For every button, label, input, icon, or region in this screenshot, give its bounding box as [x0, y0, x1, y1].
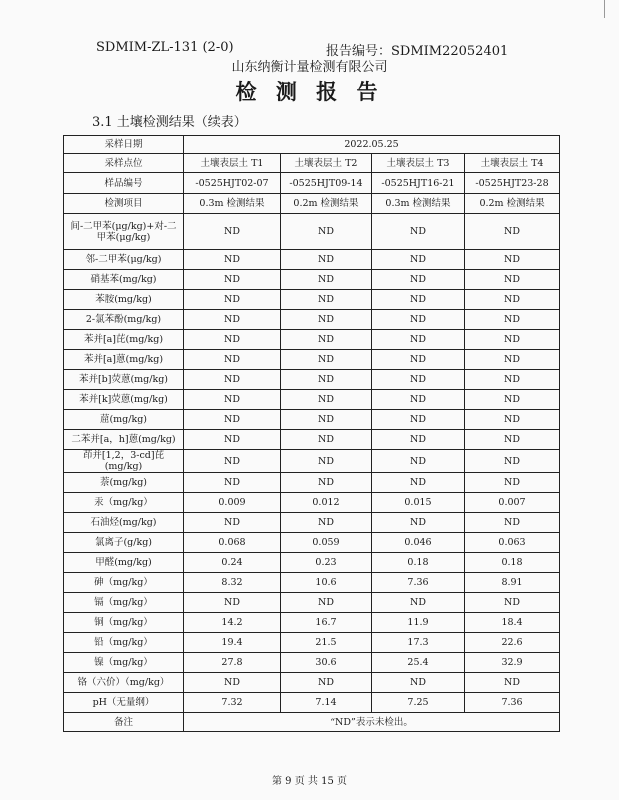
result-cell: ND — [465, 450, 560, 473]
point-cell: 土壤表层土 T3 — [372, 154, 465, 173]
result-cell: ND — [372, 513, 465, 533]
result-cell: 0.015 — [372, 493, 465, 513]
result-cell: ND — [281, 370, 372, 390]
result-cell: 0.24 — [184, 553, 281, 573]
analyte-name: 硝基苯(mg/kg) — [64, 270, 184, 290]
result-cell: 0.068 — [184, 533, 281, 553]
page-edge-mark — [604, 0, 605, 18]
result-cell: ND — [281, 410, 372, 430]
analyte-name: 苯并[b]荧蒽(mg/kg) — [64, 370, 184, 390]
result-cell: ND — [372, 673, 465, 693]
analyte-name: pH（无量纲） — [64, 693, 184, 713]
result-cell: 0.012 — [281, 493, 372, 513]
table-row — [64, 653, 560, 673]
point-cell: 土壤表层土 T4 — [465, 154, 560, 173]
table-row — [64, 410, 560, 430]
result-cell: ND — [372, 473, 465, 493]
result-cell: ND — [465, 673, 560, 693]
result-cell: ND — [184, 513, 281, 533]
page-footer: 第 9 页 共 15 页 — [272, 776, 347, 787]
item-cell: 0.3m 检测结果 — [184, 194, 281, 214]
result-cell: 17.3 — [372, 633, 465, 653]
result-cell: ND — [281, 673, 372, 693]
table-row — [64, 513, 560, 533]
document-code: SDMIM-ZL-131 (2-0) — [96, 40, 234, 55]
result-cell: ND — [184, 330, 281, 350]
table-row — [64, 573, 560, 593]
result-cell: 18.4 — [465, 613, 560, 633]
result-cell: ND — [281, 593, 372, 613]
table-row — [64, 250, 560, 270]
report-number: 报告编号：SDMIM22052401 — [326, 44, 509, 59]
result-cell: 8.91 — [465, 573, 560, 593]
result-cell: 0.046 — [372, 533, 465, 553]
result-cell: ND — [184, 390, 281, 410]
result-cell: ND — [372, 350, 465, 370]
analyte-name: 间-二甲苯(μg/kg)+对-二甲苯(μg/kg) — [64, 214, 184, 250]
result-cell: ND — [465, 290, 560, 310]
analyte-name: 苯胺(mg/kg) — [64, 290, 184, 310]
result-cell: ND — [465, 430, 560, 450]
table-row — [64, 390, 560, 410]
result-cell: ND — [281, 310, 372, 330]
result-cell: ND — [465, 370, 560, 390]
result-cell: ND — [281, 214, 372, 250]
table-row-date — [64, 136, 560, 154]
result-cell: 0.059 — [281, 533, 372, 553]
result-cell: ND — [281, 270, 372, 290]
analyte-name: 铜（mg/kg） — [64, 613, 184, 633]
table-row — [64, 493, 560, 513]
table-row — [64, 214, 560, 250]
result-cell: ND — [184, 410, 281, 430]
result-cell: ND — [372, 270, 465, 290]
result-cell: 16.7 — [281, 613, 372, 633]
result-cell: ND — [184, 370, 281, 390]
result-cell: ND — [184, 673, 281, 693]
sample-cell: -0525HJT16-21 — [372, 173, 465, 194]
result-cell: 32.9 — [465, 653, 560, 673]
table-row — [64, 450, 560, 473]
date-label: 采样日期 — [64, 136, 184, 154]
item-label: 检测项目 — [64, 194, 184, 214]
sample-cell: -0525HJT09-14 — [281, 173, 372, 194]
analyte-name: 铬（六价）（mg/kg） — [64, 673, 184, 693]
result-cell: ND — [281, 290, 372, 310]
result-cell: 25.4 — [372, 653, 465, 673]
sample-cell: -0525HJT23-28 — [465, 173, 560, 194]
table-row — [64, 533, 560, 553]
result-cell: ND — [184, 214, 281, 250]
table-row — [64, 473, 560, 493]
result-cell: ND — [281, 450, 372, 473]
result-cell: ND — [465, 214, 560, 250]
analyte-name: 镉（mg/kg） — [64, 593, 184, 613]
table-row — [64, 693, 560, 713]
table-row-points — [64, 154, 560, 173]
result-cell: ND — [281, 430, 372, 450]
result-cell: ND — [465, 270, 560, 290]
result-cell: ND — [465, 250, 560, 270]
result-cell: ND — [465, 473, 560, 493]
result-cell: 22.6 — [465, 633, 560, 653]
sample-cell: -0525HJT02-07 — [184, 173, 281, 194]
table-row — [64, 310, 560, 330]
result-cell: ND — [184, 270, 281, 290]
result-cell: 8.32 — [184, 573, 281, 593]
table-row-items — [64, 194, 560, 214]
result-cell: 0.009 — [184, 493, 281, 513]
result-cell: 30.6 — [281, 653, 372, 673]
table-row — [64, 673, 560, 693]
result-cell: ND — [281, 513, 372, 533]
point-label: 采样点位 — [64, 154, 184, 173]
analyte-name: 砷（mg/kg） — [64, 573, 184, 593]
analyte-name: 邻-二甲苯(μg/kg) — [64, 250, 184, 270]
result-cell: ND — [184, 250, 281, 270]
sample-label: 样品编号 — [64, 173, 184, 194]
result-cell: ND — [372, 390, 465, 410]
table-row — [64, 593, 560, 613]
result-cell: ND — [465, 390, 560, 410]
analyte-name: 萘(mg/kg) — [64, 473, 184, 493]
point-cell: 土壤表层土 T1 — [184, 154, 281, 173]
result-cell: ND — [281, 350, 372, 370]
result-cell: ND — [184, 473, 281, 493]
result-cell: ND — [372, 250, 465, 270]
remark-label: 备注 — [64, 713, 184, 732]
result-cell: ND — [281, 250, 372, 270]
result-cell: ND — [465, 410, 560, 430]
result-cell: ND — [184, 430, 281, 450]
result-cell: ND — [281, 473, 372, 493]
item-cell: 0.2m 检测结果 — [465, 194, 560, 214]
result-cell: ND — [184, 450, 281, 473]
analyte-name: 石油烃(mg/kg) — [64, 513, 184, 533]
result-cell: 0.063 — [465, 533, 560, 553]
remark-value: “ND”表示未检出。 — [184, 713, 560, 732]
result-cell: ND — [465, 350, 560, 370]
report-title: 检 测 报 告 — [235, 79, 384, 104]
analyte-name: 苯并[a]蒽(mg/kg) — [64, 350, 184, 370]
table-row — [64, 370, 560, 390]
section-title: 3.1 土壤检测结果（续表） — [92, 115, 247, 130]
analyte-name: 䓛(mg/kg) — [64, 410, 184, 430]
analyte-name: 2-氯苯酚(mg/kg) — [64, 310, 184, 330]
result-cell: ND — [184, 290, 281, 310]
result-cell: ND — [372, 410, 465, 430]
result-cell: 0.23 — [281, 553, 372, 573]
result-cell: ND — [372, 310, 465, 330]
table-row — [64, 270, 560, 290]
result-cell: 7.36 — [465, 693, 560, 713]
result-cell: ND — [465, 310, 560, 330]
analyte-name: 苯并[k]荧蒽(mg/kg) — [64, 390, 184, 410]
table-row — [64, 430, 560, 450]
analyte-name: 铅（mg/kg） — [64, 633, 184, 653]
analyte-name: 汞（mg/kg） — [64, 493, 184, 513]
result-cell: ND — [372, 430, 465, 450]
result-cell: ND — [372, 330, 465, 350]
organization-name: 山东纳衡计量检测有限公司 — [231, 60, 388, 75]
result-cell: ND — [372, 593, 465, 613]
result-cell: 0.18 — [465, 553, 560, 573]
analyte-name: 氯离子(g/kg) — [64, 533, 184, 553]
result-cell: 0.18 — [372, 553, 465, 573]
result-cell: 0.007 — [465, 493, 560, 513]
result-cell: 19.4 — [184, 633, 281, 653]
result-cell: 7.32 — [184, 693, 281, 713]
result-cell: ND — [281, 330, 372, 350]
table-row — [64, 330, 560, 350]
table-row — [64, 350, 560, 370]
result-cell: 10.6 — [281, 573, 372, 593]
analyte-name: 苯并[a]芘(mg/kg) — [64, 330, 184, 350]
analyte-name: 茚并[1,2，3-cd]芘(mg/kg) — [64, 450, 184, 473]
table-row-remark — [64, 713, 560, 732]
result-cell: ND — [372, 290, 465, 310]
date-value: 2022.05.25 — [184, 136, 560, 154]
result-cell: 21.5 — [281, 633, 372, 653]
table-row — [64, 290, 560, 310]
result-cell: 14.2 — [184, 613, 281, 633]
result-cell: ND — [281, 390, 372, 410]
result-cell: ND — [465, 593, 560, 613]
item-cell: 0.2m 检测结果 — [281, 194, 372, 214]
result-cell: 7.25 — [372, 693, 465, 713]
result-cell: ND — [372, 450, 465, 473]
result-cell: 7.14 — [281, 693, 372, 713]
result-cell: ND — [465, 513, 560, 533]
result-cell: ND — [465, 330, 560, 350]
soil-results-table — [63, 135, 560, 732]
result-cell: ND — [184, 350, 281, 370]
point-cell: 土壤表层土 T2 — [281, 154, 372, 173]
result-cell: ND — [184, 593, 281, 613]
analyte-name: 镍（mg/kg） — [64, 653, 184, 673]
result-cell: 27.8 — [184, 653, 281, 673]
result-cell: ND — [372, 370, 465, 390]
table-row-samples — [64, 173, 560, 194]
result-cell: ND — [372, 214, 465, 250]
result-cell: 7.36 — [372, 573, 465, 593]
table-row — [64, 553, 560, 573]
item-cell: 0.3m 检测结果 — [372, 194, 465, 214]
table-row — [64, 633, 560, 653]
analyte-name: 甲醛(mg/kg) — [64, 553, 184, 573]
result-cell: 11.9 — [372, 613, 465, 633]
table-row — [64, 613, 560, 633]
table-body — [64, 136, 560, 732]
analyte-name: 二苯并[a，h]蒽(mg/kg) — [64, 430, 184, 450]
result-cell: ND — [184, 310, 281, 330]
